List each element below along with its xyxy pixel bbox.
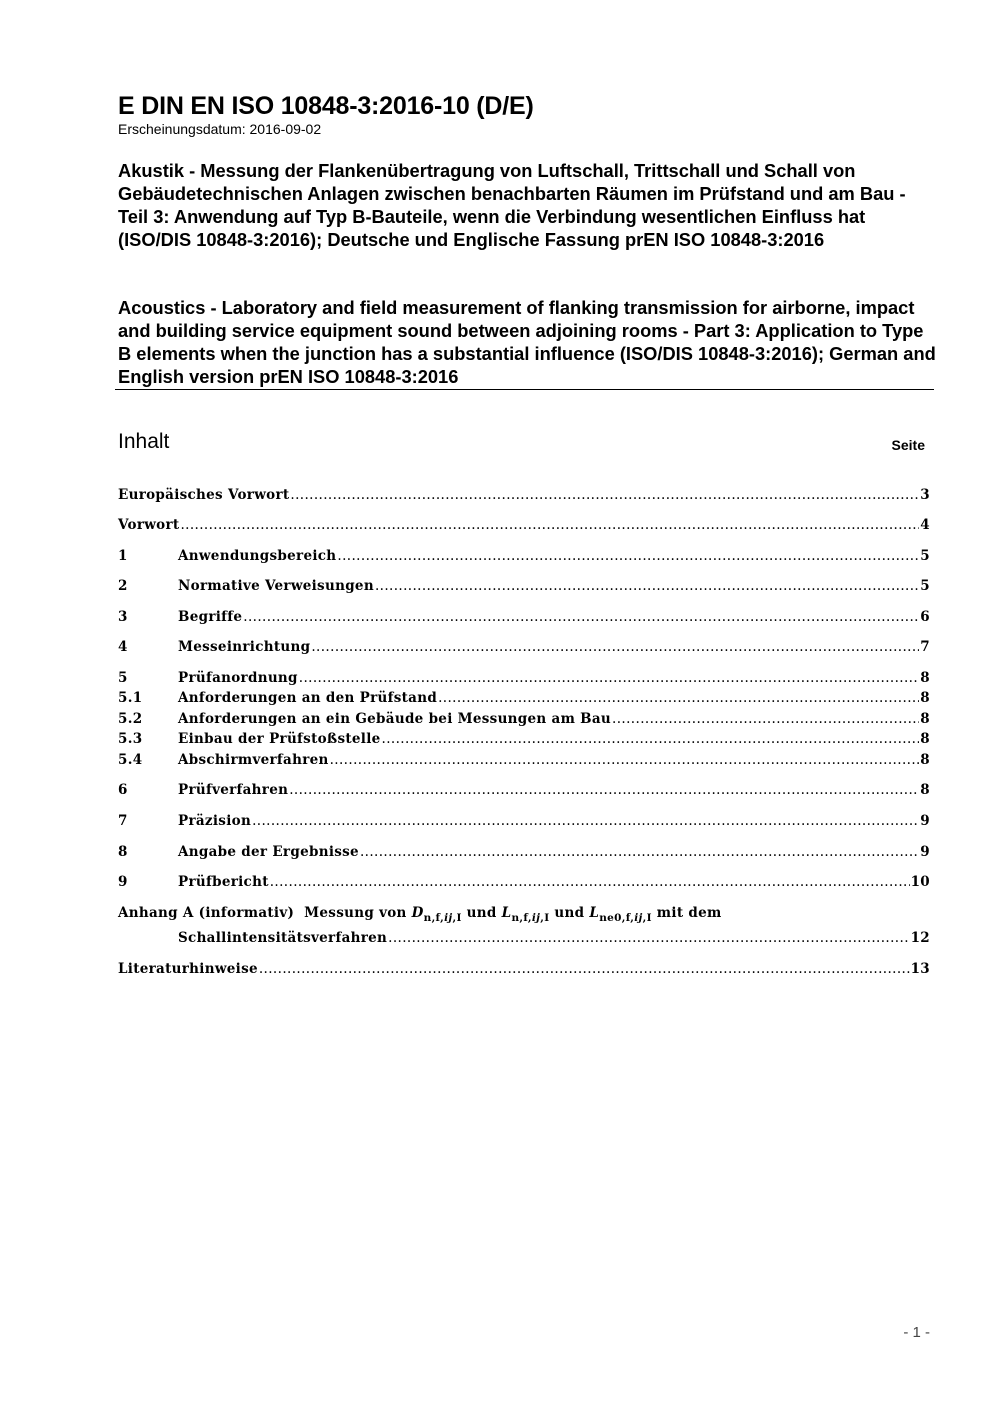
dot-leader: [243, 609, 919, 625]
toc-entry-page: 12: [910, 930, 930, 946]
annex-symbol-l-ne0: L: [589, 905, 600, 921]
dot-leader: [270, 874, 910, 890]
toc-entry-page: 13: [910, 961, 930, 977]
toc-entry-5-2[interactable]: [118, 711, 930, 729]
annex-symbol-l: L: [501, 905, 512, 921]
toc-entry-label: Literaturhinweise: [118, 961, 258, 977]
toc-entry-page: 7: [920, 639, 930, 655]
toc-entry-5[interactable]: [118, 670, 930, 688]
toc-entry-1[interactable]: [118, 548, 930, 566]
toc-entry-annex-a[interactable]: [118, 905, 930, 924]
toc-entry-page: 4: [920, 517, 930, 533]
toc-entry-number: 5.1: [118, 690, 143, 706]
toc-entry-label: Anforderungen an ein Gebäude bei Messungen am Bau: [178, 711, 612, 727]
toc-entry-6[interactable]: [118, 782, 930, 800]
page-number: - 1 -: [903, 1324, 930, 1341]
toc-entry-page: 8: [920, 752, 930, 768]
toc-entry-number: 2: [118, 578, 128, 594]
dot-leader: [299, 670, 920, 686]
toc-entry-number: 3: [118, 609, 128, 625]
dot-leader: [382, 731, 920, 747]
document-identifier: E DIN EN ISO 10848-3:2016-10 (D/E): [118, 92, 534, 120]
toc-entry-4[interactable]: [118, 639, 930, 657]
dot-leader: [330, 752, 920, 768]
annex-und-2: und: [549, 905, 590, 921]
toc-entry-number: 7: [118, 813, 128, 829]
publication-date: Erscheinungsdatum: 2016-09-02: [118, 121, 322, 137]
toc-entry-page: 9: [920, 813, 930, 829]
toc-entry-page: 8: [920, 711, 930, 727]
annex-subscript-3: ne0,f,ij,I: [599, 912, 652, 924]
toc-entry-label: Europäisches Vorwort: [118, 487, 290, 503]
dot-leader: [259, 961, 910, 977]
toc-entry-page: 8: [920, 670, 930, 686]
dot-leader: [290, 487, 919, 503]
toc-entry-label: Begriffe: [178, 609, 243, 625]
toc-entry-number: 4: [118, 639, 128, 655]
dot-leader: [438, 690, 919, 706]
toc-entry-label: Anforderungen an den Prüfstand: [178, 690, 438, 706]
toc-entry-label: Prüfbericht: [178, 874, 269, 890]
dot-leader: [252, 813, 919, 829]
toc-entry-label: Vorwort: [118, 517, 180, 533]
toc-entry-2[interactable]: [118, 578, 930, 596]
dot-leader: [388, 930, 909, 946]
toc-entry-number: 1: [118, 548, 128, 564]
title-english: Acoustics - Laboratory and field measurement of flanking transmission for airborne, impact and building service equipment sound between adjoining rooms - Part 3: Application to Type B elements when the junction has a substantial influence (ISO/DIS 10848-3:2016); German and English version prEN ISO 10848-3:2016: [118, 297, 936, 387]
toc-entry-literaturhinweise[interactable]: [118, 961, 930, 979]
toc-entry-page: 10: [910, 874, 930, 890]
toc-entry-annex-a-line2[interactable]: [118, 930, 930, 948]
toc-entry-vorwort[interactable]: [118, 517, 930, 535]
toc-entry-page: 5: [920, 578, 930, 594]
toc-entry-number: 8: [118, 844, 128, 860]
title-german: Akustik - Messung der Flankenübertragung von Luftschall, Trittschall und Schall von Gebäudetechnischen Anlagen zwischen benachbarten Räumen im Prüfstand und am Bau - Teil 3: Anwendung auf Typ B-Bauteile, wenn die Verbindung wesentlichen Einfluss hat (ISO/DIS 10848-3:2016); Deutsche und Englische Fassung prEN ISO 10848-3:2016: [118, 160, 906, 250]
annex-subscript-2: n,f,ij,I: [511, 912, 550, 924]
annex-suffix: mit dem: [651, 905, 722, 921]
toc-entry-number: 6: [118, 782, 128, 798]
toc-entry-5-4[interactable]: [118, 752, 930, 770]
dot-leader: [180, 517, 919, 533]
header-divider: [115, 389, 934, 390]
toc-entry-label: Prüfanordnung: [178, 670, 298, 686]
dot-leader: [375, 578, 919, 594]
toc-entry-page: 5: [920, 548, 930, 564]
toc-entry-3[interactable]: [118, 609, 930, 627]
annex-symbol-d: D: [411, 905, 424, 921]
dot-leader: [360, 844, 919, 860]
toc-entry-page: 8: [920, 690, 930, 706]
toc-entry-5-3[interactable]: [118, 731, 930, 749]
toc-entry-label: Messeinrichtung: [178, 639, 311, 655]
toc-entry-europaeisches-vorwort[interactable]: [118, 487, 930, 505]
page-column-label: Seite: [891, 437, 925, 453]
toc-entry-page: 8: [920, 782, 930, 798]
annex-und-1: und: [461, 905, 502, 921]
toc-entry-label: Präzision: [178, 813, 252, 829]
annex-subscript-1: n,f,ij,I: [423, 912, 462, 924]
toc-entry-label: Einbau der Prüfstoßstelle: [178, 731, 381, 747]
toc-entry-9[interactable]: [118, 874, 930, 892]
toc-entry-5-1[interactable]: [118, 690, 930, 708]
toc-entry-label: Angabe der Ergebnisse: [178, 844, 359, 860]
dot-leader: [612, 711, 919, 727]
toc-entry-page: 6: [920, 609, 930, 625]
toc-entry-label: Anwendungsbereich: [178, 548, 337, 564]
toc-entry-number: 9: [118, 874, 128, 890]
dot-leader: [311, 639, 919, 655]
toc-entry-8[interactable]: [118, 844, 930, 862]
toc-entry-number: 5: [118, 670, 128, 686]
dot-leader: [289, 782, 919, 798]
toc-entry-page: 9: [920, 844, 930, 860]
toc-entry-number: 5.2: [118, 711, 143, 727]
toc-entry-label: Normative Verweisungen: [178, 578, 374, 594]
toc-entry-label: Schallintensitätsverfahren: [178, 930, 388, 946]
annex-prefix: Anhang A (informativ) Messung von: [118, 905, 412, 921]
toc-entry-label: Prüfverfahren: [178, 782, 289, 798]
toc-entry-page: 8: [920, 731, 930, 747]
toc-entry-number: 5.4: [118, 752, 143, 768]
toc-entry-page: 3: [920, 487, 930, 503]
dot-leader: [337, 548, 919, 564]
toc-entry-label: Abschirmverfahren: [178, 752, 329, 768]
toc-entry-7[interactable]: [118, 813, 930, 831]
toc-heading: Inhalt: [118, 430, 170, 453]
toc-entry-number: 5.3: [118, 731, 143, 747]
